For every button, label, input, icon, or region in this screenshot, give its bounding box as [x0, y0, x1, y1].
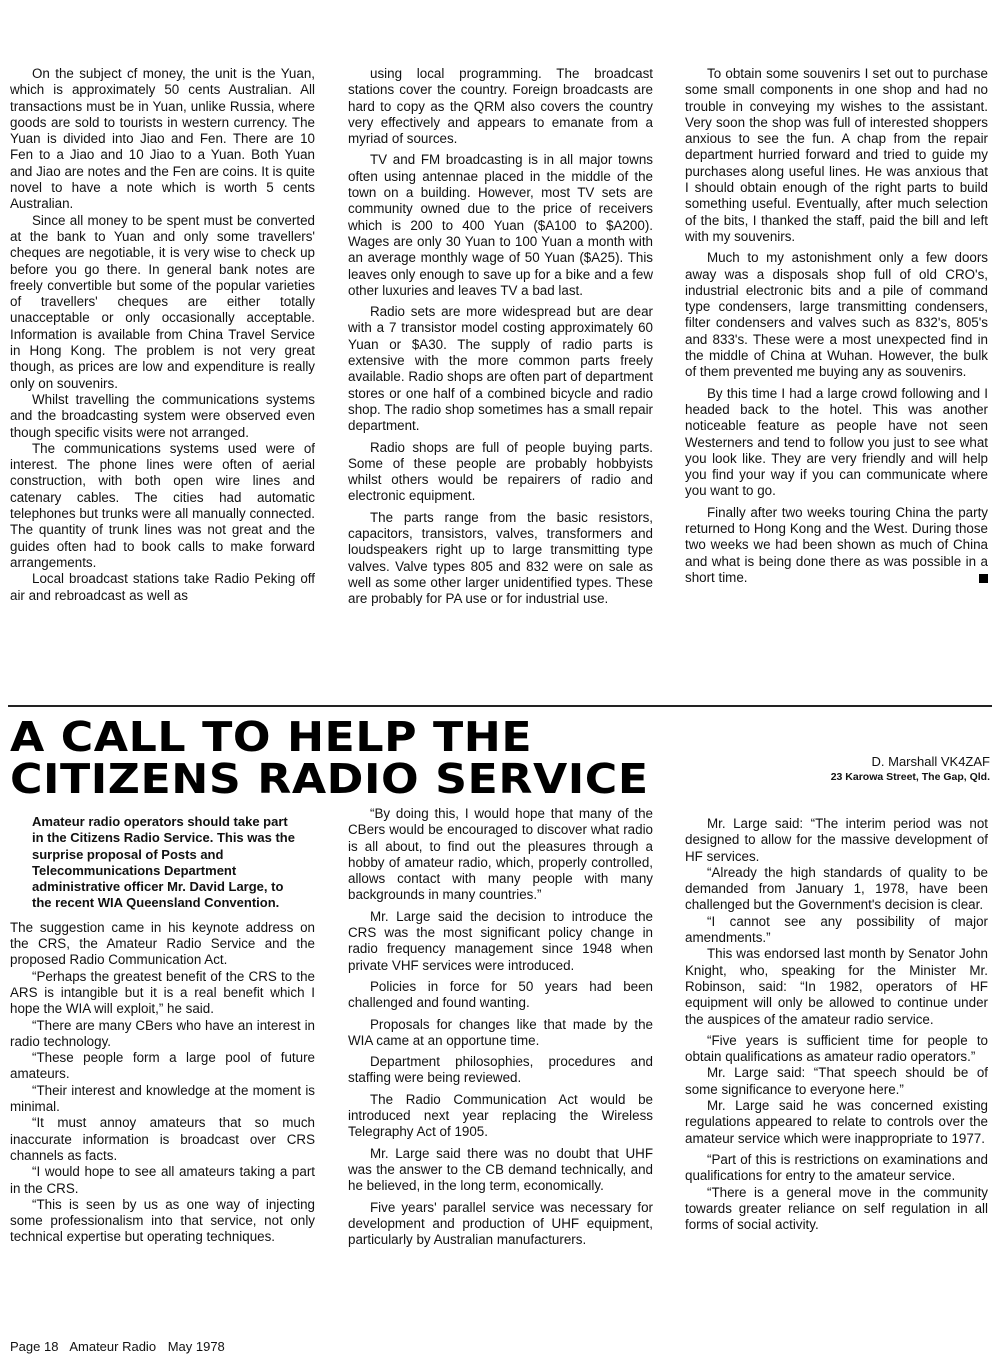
paragraph: “Five years is sufficient time for people to obtain qualifications as amateur radio operators.”: [685, 1032, 988, 1065]
paragraph: Proposals for changes like that made by the WIA came at an opportune time.: [348, 1016, 653, 1048]
paragraph: “Part of this is restrictions on examinations and qualifications for entry to the amateur service.: [685, 1151, 988, 1184]
paragraph: Much to my astonishment only a few doors away was a disposals shop full of old CRO's, industrial electronic bits and a pile of command type condensers, large transmitting condensers, filter condensers and valves such as 832's, 805's and 833's. These were a most unexpected find in the middle of China at Wuhan. However, the bulk of them prevented me buying any as souvenirs.: [685, 250, 988, 380]
page-number: Page 18: [10, 1339, 59, 1354]
paragraph: Local broadcast stations take Radio Peking off air and rebroadcast as well as: [10, 571, 315, 603]
paragraph: “These people form a large pool of future amateurs.: [10, 1050, 315, 1082]
paragraph: Department philosophies, procedures and staffing were being reviewed.: [348, 1054, 653, 1086]
paragraph: using local programming. The broadcast stations cover the country. Foreign broadcasts are hard to copy as the QRM also covers the country very effectively and appears to emanate from a myriad of sources.: [348, 66, 653, 147]
author-name: D. Marshall VK4ZAF: [871, 754, 990, 769]
article-column-1: [10, 814, 315, 1246]
paragraph: “I would hope to see all amateurs taking a part in the CRS.: [10, 1164, 315, 1196]
headline-line-2: CITIZENS RADIO SERVICE: [10, 755, 649, 803]
paragraph-text: Finally after two weeks touring China the party returned to Hong Kong and the West. During those two weeks we had been shown as much of China and what is being done there as was possible in a short time.: [685, 504, 988, 585]
article-lead: Amateur radio operators should take part in the Citizens Radio Service. This was the surprise proposal of Posts and Telecommunications Department administrative officer Mr. David Large, to the recent WIA Queensland Convention.: [32, 814, 295, 911]
paragraph: The Radio Communication Act would be introduced next year replacing the Wireless Telegraphy Act of 1905.: [348, 1091, 653, 1140]
article-column-2: [348, 806, 653, 1248]
paragraph: Mr. Large said the decision to introduce the CRS was the most significant policy change in radio frequency management since 1948 when private VHF services were introduced.: [348, 908, 653, 973]
top-article-column-3: [685, 66, 988, 586]
paragraph: The parts range from the basic resistors, capacitors, transistors, valves, transformers and loudspeakers right up to large transmitting type valves. Valve types 805 and 832 were on sale as well as some other larger unidentified types. These are probably for PA use or for industrial use.: [348, 509, 653, 607]
paragraph: TV and FM broadcasting is in all major towns often using antennae placed in the middle of the town on a building. However, most TV sets are community owned due to the price of receivers which is 200 to 400 Yuan ($A100 to $A200). Wages are only 30 Yuan to 100 Yuan a month with an average monthly wage of 50 Yuan ($A25). This leaves only enough to save up for a bike and a few other luxuries and leaves TV a bad last.: [348, 152, 653, 298]
paragraph: [685, 505, 988, 586]
end-of-article-mark: [979, 574, 988, 583]
top-article-column-1: [10, 66, 315, 604]
paragraph: Radio sets are more widespread but are dear with a 7 transistor model costing approximately 60 Yuan or $A30. The supply of radio parts is extensive with the more common parts freely available. Radio shops are often part of department stores or one half of a combined bicycle and radio shop. The radio shop sometimes has a small repair department.: [348, 304, 653, 434]
page-footer: [10, 1339, 233, 1354]
paragraph: Mr. Large said: “That speech should be of some significance to everyone here.”: [685, 1065, 988, 1097]
paragraph: The communications systems used were of interest. The phone lines were often of aerial construction, with both open wire lines and catenary cables. The cities had automatic telephones but trunks were all manually connected. The quantity of trunk lines was not great and the guides often had to book calls to make forward arrangements.: [10, 440, 315, 570]
paragraph: “This is seen by us as one way of injecting some professionalism into that service, not only technical expertise but operating techniques.: [10, 1196, 315, 1245]
article-column-3: [685, 816, 988, 1233]
paragraph: “Already the high standards of quality to be demanded from January 1, 1978, have been challenged but the Government's decision is clear.: [685, 864, 988, 913]
issue-date: May 1978: [167, 1339, 225, 1354]
section-divider: [8, 705, 992, 707]
paragraph: “It must annoy amateurs that so much inaccurate information is broadcast over CRS channels as facts.: [10, 1115, 315, 1163]
byline: [831, 754, 990, 784]
paragraph: “There is a general move in the community towards greater reliance on self regulation in all forms of social activity.: [685, 1184, 988, 1233]
paragraph: Mr. Large said he was concerned existing regulations appeared to relate to controls over the amateur service which were inappropriate to 1977.: [685, 1098, 988, 1146]
paragraph: Policies in force for 50 years had been challenged and found wanting.: [348, 978, 653, 1011]
paragraph: “There are many CBers who have an interest in radio technology.: [10, 1017, 315, 1049]
headline-line-1: A CALL TO HELP THE: [10, 713, 533, 761]
paragraph: Mr. Large said: “The interim period was not designed to allow for the massive development of HF services.: [685, 816, 988, 864]
paragraph: The suggestion came in his keynote address on the CRS, the Amateur Radio Service and the proposed Radio Communication Act.: [10, 919, 315, 968]
paragraph: “By doing this, I would hope that many of the CBers would be encouraged to discover what radio is all about, to find out the pleasures through a hobby of amateur radio, which, properly controlled, allows contact with many people with many backgrounds in many countries.”: [348, 806, 653, 903]
paragraph: On the subject cf money, the unit is the Yuan, which is approximately 50 cents Australian. All transactions must be in Yuan, unlike Russia, where goods are sold to tourists in western currency. The Yuan is divided into Jiao and Fen. There are 10 Fen to a Jiao and 10 Jiao to a Yuan. Both Yuan and Jiao are notes and the Fen are coins. It is quite novel to have a note which is worth 5 cents Australian.: [10, 66, 315, 212]
paragraph: Five years' parallel service was necessary for development and production of UHF equipment, particularly by Australian manufacturers.: [348, 1199, 653, 1248]
paragraph: Mr. Large said there was no doubt that UHF was the answer to the CB demand technically, and he believed, in the long term, economically.: [348, 1145, 653, 1194]
paragraph: “I cannot see any possibility of major amendments.”: [685, 913, 988, 946]
paragraph: “Perhaps the greatest benefit of the CRS to the ARS is intangible but it is a real benefit which I hope the WIA will exploit,” he said.: [10, 968, 315, 1017]
author-address: 23 Karowa Street, The Gap, Qld.: [830, 771, 990, 783]
article-headline: [10, 713, 650, 803]
top-article-column-2: [348, 66, 653, 608]
paragraph: By this time I had a large crowd following and I headed back to the hotel. This was another noticeable feature as people have not seen Westerners and tend to follow you just to see what you look like. They are very friendly and will help you find your way if you can communicate where you want to go.: [685, 385, 988, 499]
paragraph: “Their interest and knowledge at the moment is minimal.: [10, 1082, 315, 1115]
paragraph: Whilst travelling the communications systems and the broadcasting system were observed even though specific visits were not arranged.: [10, 391, 315, 440]
paragraph: This was endorsed last month by Senator John Knight, who, speaking for the Minister Mr. Robinson, said: “In 1982, operators of HF equipment will only be allowed to continue under the auspices of the amateur radio service.: [685, 946, 988, 1027]
magazine-name: Amateur Radio: [69, 1339, 157, 1354]
paragraph: Radio shops are full of people buying parts. Some of these people are probably hobbyists whilst others would be repairers of radio and electronic equipment.: [348, 439, 653, 504]
paragraph: To obtain some souvenirs I set out to purchase some small components in one shop and had no trouble in conveying my wishes to the assistant. Very soon the shop was full of interested shoppers anxious to see the fun. A chap from the repair department hurried forward and tried to guide my purchases along useful lines. He was anxious that I should obtain enough of the right parts to build something useful. Eventually, after much selection of the bits, I thanked the staff, paid the bill and left with my souvenirs.: [685, 66, 988, 244]
paragraph: Since all money to be spent must be converted at the bank to Yuan and only some travellers' cheques are negotiable, it is very wise to check up before you go there. In general bank notes are freely convertible but some of the popular varieties of travellers' cheques are either totally unacceptable or only occasionally acceptable. Information is available from China Travel Service in Hong Kong. The problem is not very great though, as prices are low and expenditure is really only on souvenirs.: [10, 212, 315, 391]
